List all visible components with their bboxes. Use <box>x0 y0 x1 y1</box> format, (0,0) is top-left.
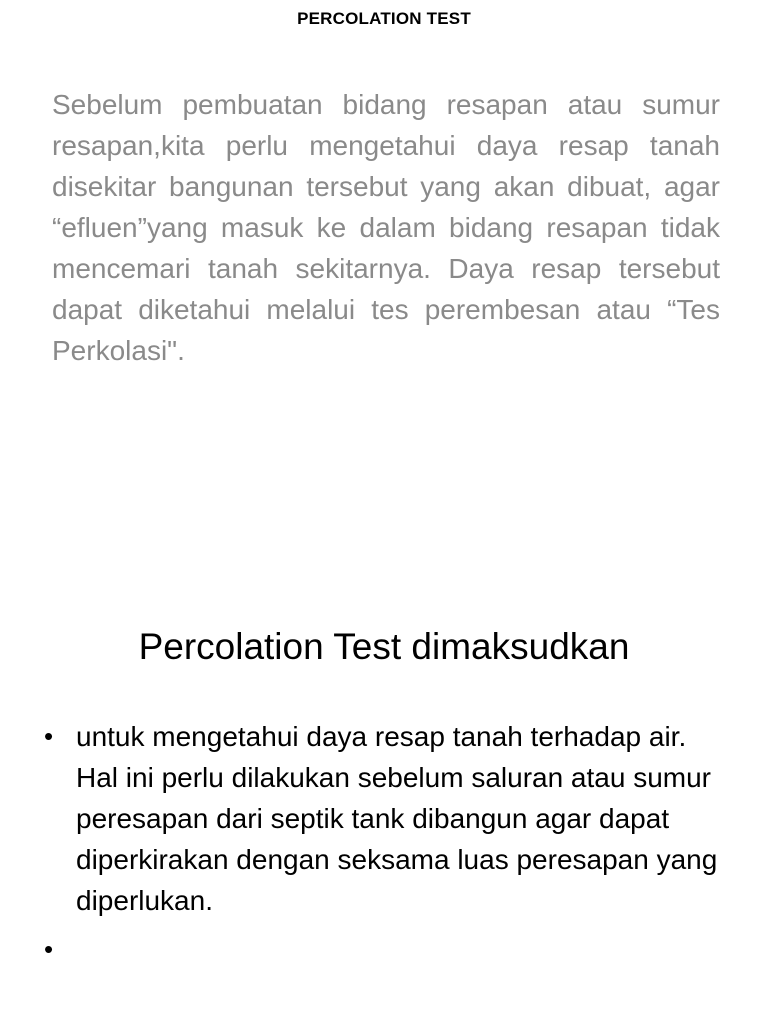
bullet-dot-icon: • <box>44 721 54 751</box>
document-title: PERCOLATION TEST <box>297 9 471 28</box>
section-heading: Percolation Test dimaksudkan <box>138 626 630 667</box>
bullet-item-1 <box>40 716 730 921</box>
bullet-dot-icon: • <box>44 934 54 964</box>
bullet-list <box>40 716 730 978</box>
bullet-text-1: untuk mengetahui daya resap tanah terhadap air. Hal ini perlu dilakukan sebelum saluran atau sumur peresapan dari septik tank dibangun agar dapat diperkirakan dengan seksama luas peresapan yang diperlukan. <box>76 721 718 916</box>
bullet-item-2 <box>40 929 730 970</box>
intro-paragraph: Sebelum pembuatan bidang resapan atau sumur resapan,kita perlu mengetahui daya resap tanah disekitar bangunan tersebut yang akan dibuat, agar “efluen”yang masuk ke dalam bidang resapan tidak mencemari tanah sekitarnya. Daya resap tersebut dapat diketahui melalui tes perembesan atau “Tes Perkolasi". <box>52 89 720 366</box>
